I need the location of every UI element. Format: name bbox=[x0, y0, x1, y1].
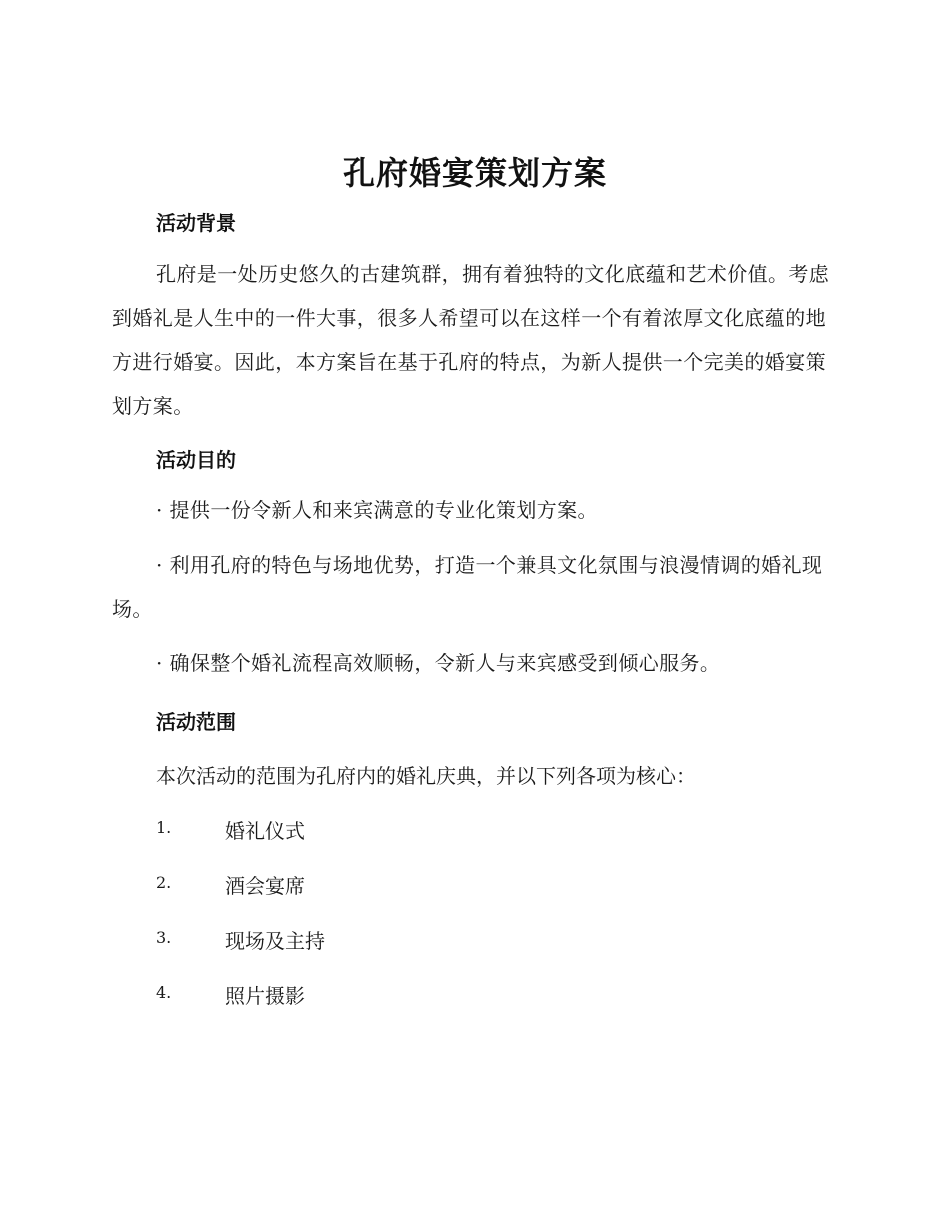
list-item-text: 酒会宴席 bbox=[225, 874, 305, 898]
purpose-bullet-1: · 提供一份令新人和来宾满意的专业化策划方案。 bbox=[156, 498, 598, 522]
list-item-text: 现场及主持 bbox=[225, 929, 325, 953]
scope-intro: 本次活动的范围为孔府内的婚礼庆典，并以下列各项为核心： bbox=[156, 764, 696, 788]
page-title: 孔府婚宴策划方案 bbox=[342, 154, 607, 192]
section-heading-background: 活动背景 bbox=[156, 211, 236, 235]
purpose-bullet-2: · 利用孔府的特色与场地优势，打造一个兼具文化氛围与浪漫情调的婚礼现场。 bbox=[112, 553, 823, 621]
background-paragraph: 孔府是一处历史悠久的古建筑群，拥有着独特的文化底蕴和艺术价值。考虑到婚礼是人生中的一件大事，很多人希望可以在这样一个有着浓厚文化底蕴的地方进行婚宴。因此，本方案旨在基于孔府的特点，为新人提供一个完美的婚宴策划方案。 bbox=[112, 262, 830, 418]
purpose-bullet-3: · 确保整个婚礼流程高效顺畅，令新人与来宾感受到倾心服务。 bbox=[156, 651, 721, 675]
list-item-text: 婚礼仪式 bbox=[225, 819, 305, 843]
list-item-number: 1. bbox=[156, 818, 172, 837]
list-item-number: 2. bbox=[156, 873, 172, 892]
list-item-number: 4. bbox=[156, 983, 172, 1002]
list-item-text: 照片摄影 bbox=[225, 984, 305, 1008]
section-heading-purpose: 活动目的 bbox=[156, 448, 236, 472]
list-item-number: 3. bbox=[156, 928, 172, 947]
section-heading-scope: 活动范围 bbox=[156, 710, 236, 734]
